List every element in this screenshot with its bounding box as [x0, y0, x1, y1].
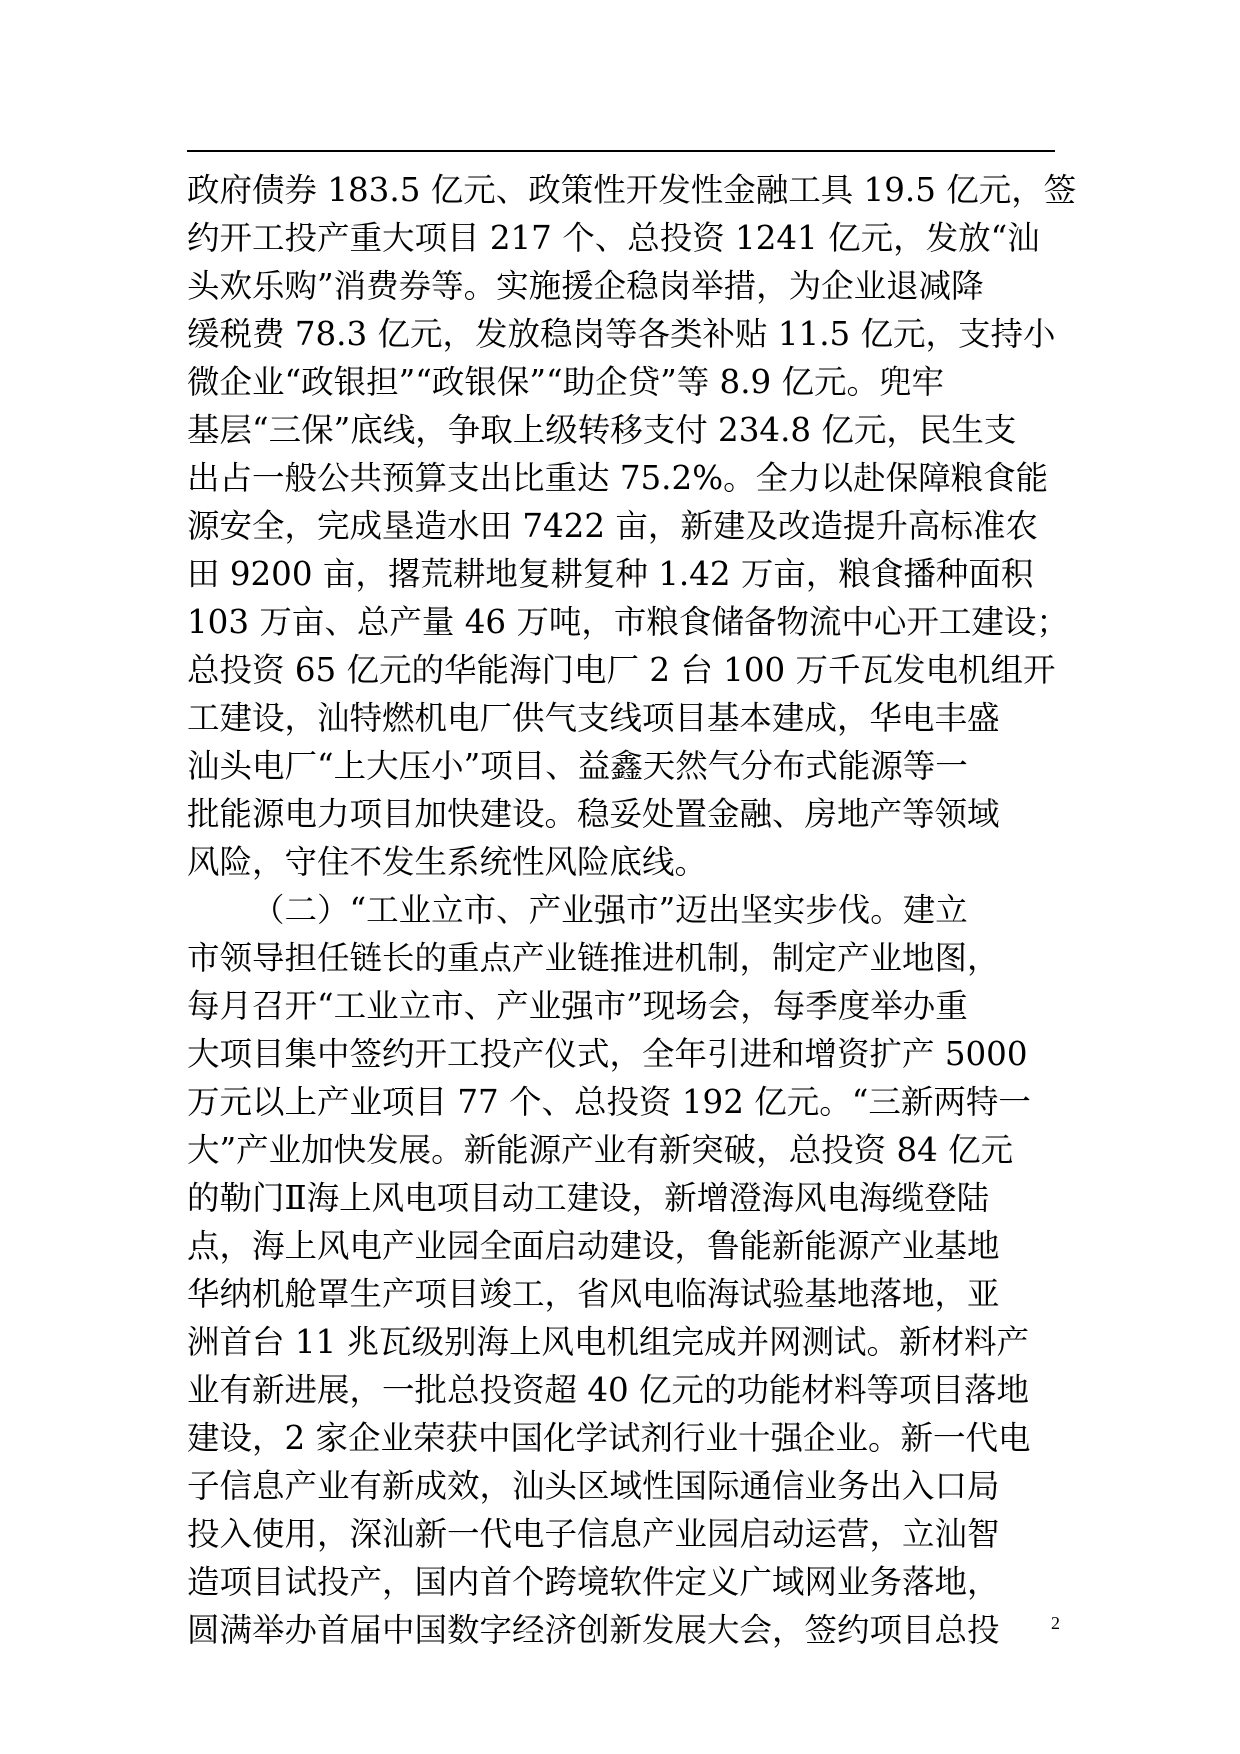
- text-line: 基层“三保”底线，争取上级转移支付 234.8 亿元，民生支: [187, 411, 1017, 449]
- text-line: 风险，守住不发生系统性风险底线。: [187, 843, 708, 881]
- text-line: 洲首台 11 兆瓦级别海上风电机组完成并网测试。新材料产: [187, 1323, 1030, 1361]
- text-line: 缓税费 78.3 亿元，发放稳岗等各类补贴 11.5 亿元，支持小: [187, 315, 1056, 353]
- text-line: 头欢乐购”消费券等。实施援企稳岗举措，为企业退减降: [187, 267, 984, 305]
- text-line: 大”产业加快发展。新能源产业有新突破，总投资 84 亿元: [187, 1131, 1014, 1169]
- text-line: 子信息产业有新成效，汕头区域性国际通信业务出入口局: [187, 1467, 1000, 1505]
- text-line: 田 9200 亩，撂荒耕地复耕复种 1.42 万亩，粮食播种面积: [187, 555, 1034, 593]
- text-line: 业有新进展，一批总投资超 40 亿元的功能材料等项目落地: [187, 1371, 1030, 1409]
- section-heading-line: （二）“工业立市、产业强市”迈出坚实步伐。建立: [252, 891, 968, 929]
- header-rule: [187, 150, 1055, 152]
- text-line: 103 万亩、总产量 46 万吨，市粮食储备物流中心开工建设；: [187, 603, 1069, 641]
- text-line: 市领导担任链长的重点产业链推进机制，制定产业地图，: [187, 939, 1000, 977]
- text-line: 工建设，汕特燃机电厂供气支线项目基本建成，华电丰盛: [187, 699, 1000, 737]
- text-line: 微企业“政银担”“政银保”“助企贷”等 8.9 亿元。兜牢: [187, 363, 945, 401]
- text-line: 总投资 65 亿元的华能海门电厂 2 台 100 万千瓦发电机组开: [187, 651, 1056, 689]
- page-number: 2: [1051, 1613, 1060, 1633]
- text-line: 圆满举办首届中国数字经济创新发展大会，签约项目总投: [187, 1611, 1000, 1649]
- text-line: 万元以上产业项目 77 个、总投资 192 亿元。“三新两特一: [187, 1083, 1031, 1121]
- text-line: 出占一般公共预算支出比重达 75.2%。全力以赴保障粮食能: [187, 459, 1049, 497]
- text-line: 点，海上风电产业园全面启动建设，鲁能新能源产业基地: [187, 1227, 1000, 1265]
- text-line: 造项目试投产，国内首个跨境软件定义广域网业务落地，: [187, 1563, 1000, 1601]
- body-text: [187, 166, 1077, 1654]
- text-line: 批能源电力项目加快建设。稳妥处置金融、房地产等领域: [187, 795, 1000, 833]
- text-line: 华纳机舱罩生产项目竣工，省风电临海试验基地落地，亚: [187, 1275, 1000, 1313]
- text-line: 政府债券 183.5 亿元、政策性开发性金融工具 19.5 亿元，签: [187, 171, 1077, 209]
- text-line: 约开工投产重大项目 217 个、总投资 1241 亿元，发放“汕: [187, 219, 1040, 257]
- text-line: 源安全，完成垦造水田 7422 亩，新建及改造提升高标准农: [187, 507, 1038, 545]
- text-line: 建设，2 家企业荣获中国化学试剂行业十强企业。新一代电: [187, 1419, 1031, 1457]
- text-line: 的勒门Ⅱ海上风电项目动工建设，新增澄海风电海缆登陆: [187, 1179, 990, 1217]
- text-line: 大项目集中签约开工投产仪式，全年引进和增资扩产 5000: [187, 1035, 1028, 1073]
- text-line: 每月召开“工业立市、产业强市”现场会，每季度举办重: [187, 987, 968, 1025]
- text-line: 投入使用，深汕新一代电子信息产业园启动运营，立汕智: [187, 1515, 1000, 1553]
- text-line: 汕头电厂“上大压小”项目、益鑫天然气分布式能源等一: [187, 747, 968, 785]
